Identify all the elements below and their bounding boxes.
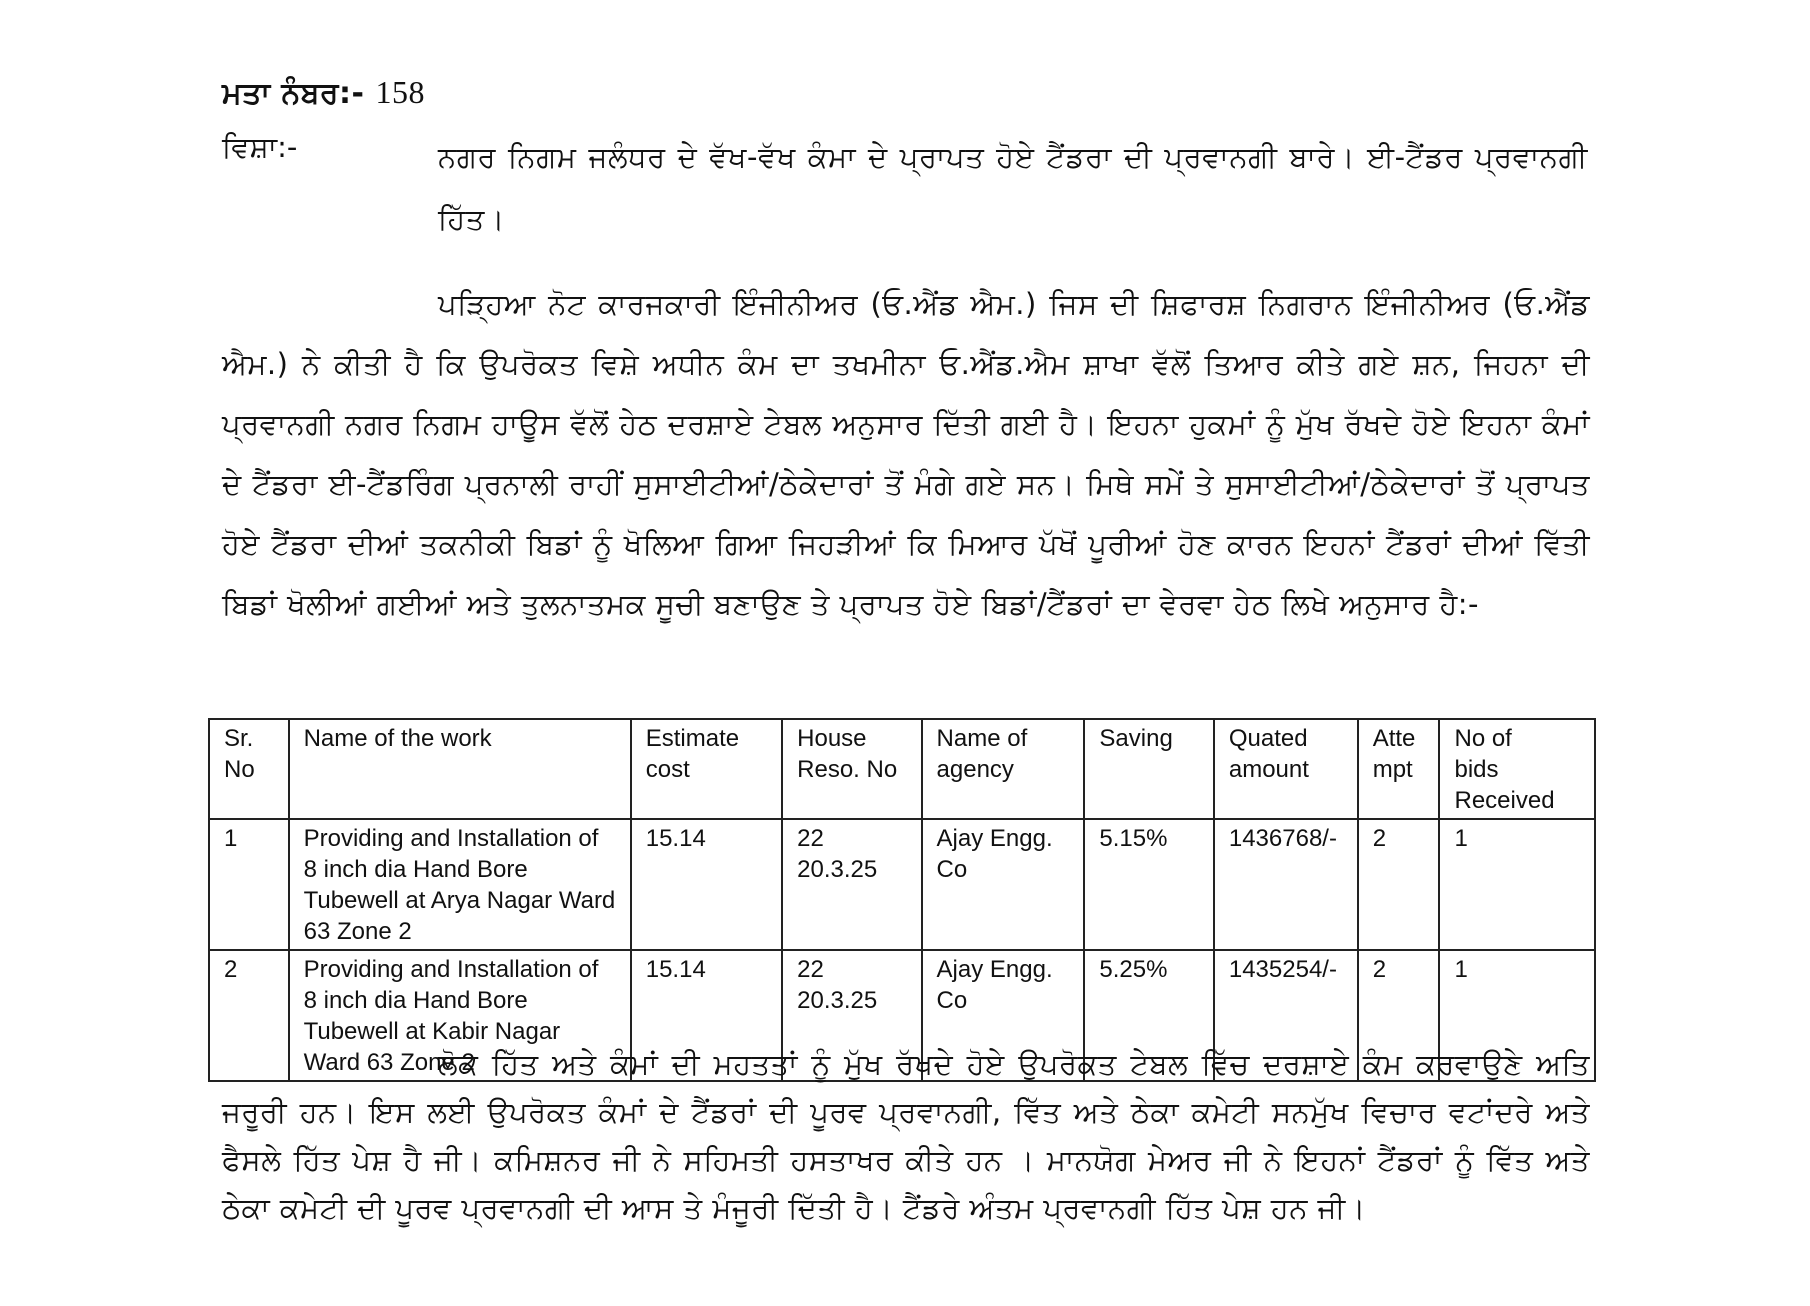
- table-row: [209, 819, 1595, 950]
- header-bids-received: No of bids Received: [1439, 719, 1595, 819]
- resolution-number-line: [222, 74, 425, 111]
- cell-house-reso: 22 20.3.25: [782, 819, 921, 950]
- subject-label: ਵਿਸ਼ਾ:-: [222, 130, 298, 164]
- cell-attempt: 2: [1358, 950, 1440, 1081]
- header-house-reso-no: House Reso. No: [782, 719, 921, 819]
- resolution-label: ਮਤਾ ਨੰਬਰ:-: [222, 76, 365, 111]
- header-quoted-amount: Quated amount: [1214, 719, 1358, 819]
- paragraph-conclusion-text: ਲੋਕ ਹਿੱਤ ਅਤੇ ਕੰਮਾਂ ਦੀ ਮਹਤਤਾਂ ਨੂੰ ਮੁੱਖ ਰੱਖਦੇ ਹੋਏ ਉਪਰੋਕਤ ਟੇਬਲ ਵਿੱਚ ਦਰਸ਼ਾਏ ਕੰਮ ਕਰਵਾਉਣੇ ਅਤਿ ਜਰੂਰੀ ਹਨ। ਇਸ ਲਈ ਉਪਰੋਕਤ ਕੰਮਾਂ ਦੇ ਟੈਂਡਰਾਂ ਦੀ ਪੂਰਵ ਪ੍ਰਵਾਨਗੀ, ਵਿੱਤ ਅਤੇ ਠੇਕਾ ਕਮੇਟੀ ਸਨਮੁੱਖ ਵਿਚਾਰ ਵਟਾਂਦਰੇ ਅਤੇ ਫੈਸਲੇ ਹਿੱਤ ਪੇਸ਼ ਹੈ ਜੀ। ਕਮਿਸ਼ਨਰ ਜੀ ਨੇ ਸਹਿਮਤੀ ਹਸਤਾਖਰ ਕੀਤੇ ਹਨ । ਮਾਨਯੋਗ ਮੇਅਰ ਜੀ ਨੇ ਇਹਨਾਂ ਟੈਂਡਰਾਂ ਨੂੰ ਵਿੱਤ ਅਤੇ ਠੇਕਾ ਕਮੇਟੀ ਦੀ ਪੂਰਵ ਪ੍ਰਵਾਨਗੀ ਦੀ ਆਸ ਤੇ ਮੰਜੂਰੀ ਦਿੱਤੀ ਹੈ। ਟੈਂਡਰੇ ਅੰਤਮ ਪ੍ਰਵਾਨਗੀ ਹਿੱਤ ਪੇਸ਼ ਹਨ ਜੀ।: [222, 1047, 1590, 1225]
- cell-house-reso: 22 20.3.25: [782, 950, 921, 1081]
- cell-bids: 1: [1439, 950, 1595, 1081]
- cell-name-of-work: Providing and Installation of 8 inch dia Hand Bore Tubewell at Arya Nagar Ward 63 Zone 2: [289, 819, 631, 950]
- header-attempt: Atte mpt: [1358, 719, 1440, 819]
- paragraph-note: [222, 274, 1590, 634]
- cell-saving: 5.15%: [1084, 819, 1213, 950]
- paragraph-conclusion: [222, 1040, 1590, 1232]
- cell-quoted-amount: 1435254/-: [1214, 950, 1358, 1081]
- resolution-number: 158: [375, 74, 425, 110]
- cell-estimate: 15.14: [631, 819, 782, 950]
- header-saving: Saving: [1084, 719, 1213, 819]
- cell-name-of-work: Providing and Installation of 8 inch dia Hand Bore Tubewell at Kabir Nagar Ward 63 Zone 2: [289, 950, 631, 1081]
- header-sr-no: Sr. No: [209, 719, 289, 819]
- tender-table: [208, 718, 1596, 1082]
- cell-estimate: 15.14: [631, 950, 782, 1081]
- cell-sr: 2: [209, 950, 289, 1081]
- table-header-row: [209, 719, 1595, 819]
- header-name-of-work: Name of the work: [289, 719, 631, 819]
- cell-agency: Ajay Engg. Co: [922, 950, 1085, 1081]
- cell-bids: 1: [1439, 819, 1595, 950]
- header-estimate-cost: Estimate cost: [631, 719, 782, 819]
- cell-quoted-amount: 1436768/-: [1214, 819, 1358, 950]
- cell-sr: 1: [209, 819, 289, 950]
- cell-attempt: 2: [1358, 819, 1440, 950]
- cell-agency: Ajay Engg. Co: [922, 819, 1085, 950]
- subject-text: ਨਗਰ ਨਿਗਮ ਜਲੰਧਰ ਦੇ ਵੱਖ-ਵੱਖ ਕੰਮਾ ਦੇ ਪ੍ਰਾਪਤ ਹੋਏ ਟੈਂਡਰਾ ਦੀ ਪ੍ਰਵਾਨਗੀ ਬਾਰੇ। ਈ-ਟੈਂਡਰ ਪ੍ਰਵਾਨਗੀ ਹਿੱਤ।: [438, 140, 1588, 236]
- paragraph-note-text: ਪੜ੍ਹਿਆ ਨੋਟ ਕਾਰਜਕਾਰੀ ਇੰਜੀਨੀਅਰ (ਓ.ਐਂਡ ਐਮ.) ਜਿਸ ਦੀ ਸ਼ਿਫਾਰਸ਼ ਨਿਗਰਾਨ ਇੰਜੀਨੀਅਰ (ਓ.ਐਂਡ ਐਮ.) ਨੇ ਕੀਤੀ ਹੈ ਕਿ ਉਪਰੋਕਤ ਵਿਸ਼ੇ ਅਧੀਨ ਕੰਮ ਦਾ ਤਖਮੀਨਾ ਓ.ਐਂਡ.ਐਮ ਸ਼ਾਖਾ ਵੱਲੋਂ ਤਿਆਰ ਕੀਤੇ ਗਏ ਸ਼ਨ, ਜਿਹਨਾ ਦੀ ਪ੍ਰਵਾਨਗੀ ਨਗਰ ਨਿਗਮ ਹਾਊਸ ਵੱਲੋਂ ਹੇਠ ਦਰਸ਼ਾਏ ਟੇਬਲ ਅਨੁਸਾਰ ਦਿੱਤੀ ਗਈ ਹੈ। ਇਹਨਾ ਹੁਕਮਾਂ ਨੂੰ ਮੁੱਖ ਰੱਖਦੇ ਹੋਏ ਇਹਨਾ ਕੰਮਾਂ ਦੇ ਟੈਂਡਰਾ ਈ-ਟੈਂਡਰਿੰਗ ਪ੍ਰਨਾਲੀ ਰਾਹੀਂ ਸੁਸਾਈਟੀਆਂ/ਠੇਕੇਦਾਰਾਂ ਤੋਂ ਮੰਗੇ ਗਏ ਸਨ। ਮਿਥੇ ਸਮੇਂ ਤੇ ਸੁਸਾਈਟੀਆਂ/ਠੇਕੇਦਾਰਾਂ ਤੋਂ ਪ੍ਰਾਪਤ ਹੋਏ ਟੈਂਡਰਾ ਦੀਆਂ ਤਕਨੀਕੀ ਬਿਡਾਂ ਨੂੰ ਖੋਲਿਆ ਗਿਆ ਜਿਹੜੀਆਂ ਕਿ ਮਿਆਰ ਪੱਖੋਂ ਪੂਰੀਆਂ ਹੋਣ ਕਾਰਨ ਇਹਨਾਂ ਟੈਂਡਰਾਂ ਦੀਆਂ ਵਿੱਤੀ ਬਿਡਾਂ ਖੋਲੀਆਂ ਗਈਆਂ ਅਤੇ ਤੁਲਨਾਤਮਕ ਸੂਚੀ ਬਣਾਉਣ ਤੇ ਪ੍ਰਾਪਤ ਹੋਏ ਬਿਡਾਂ/ਟੈਂਡਰਾਂ ਦਾ ਵੇਰਵਾ ਹੇਠ ਲਿਖੇ ਅਨੁਸਾਰ ਹੈ:-: [222, 287, 1590, 621]
- header-agency: Name of agency: [922, 719, 1085, 819]
- cell-saving: 5.25%: [1084, 950, 1213, 1081]
